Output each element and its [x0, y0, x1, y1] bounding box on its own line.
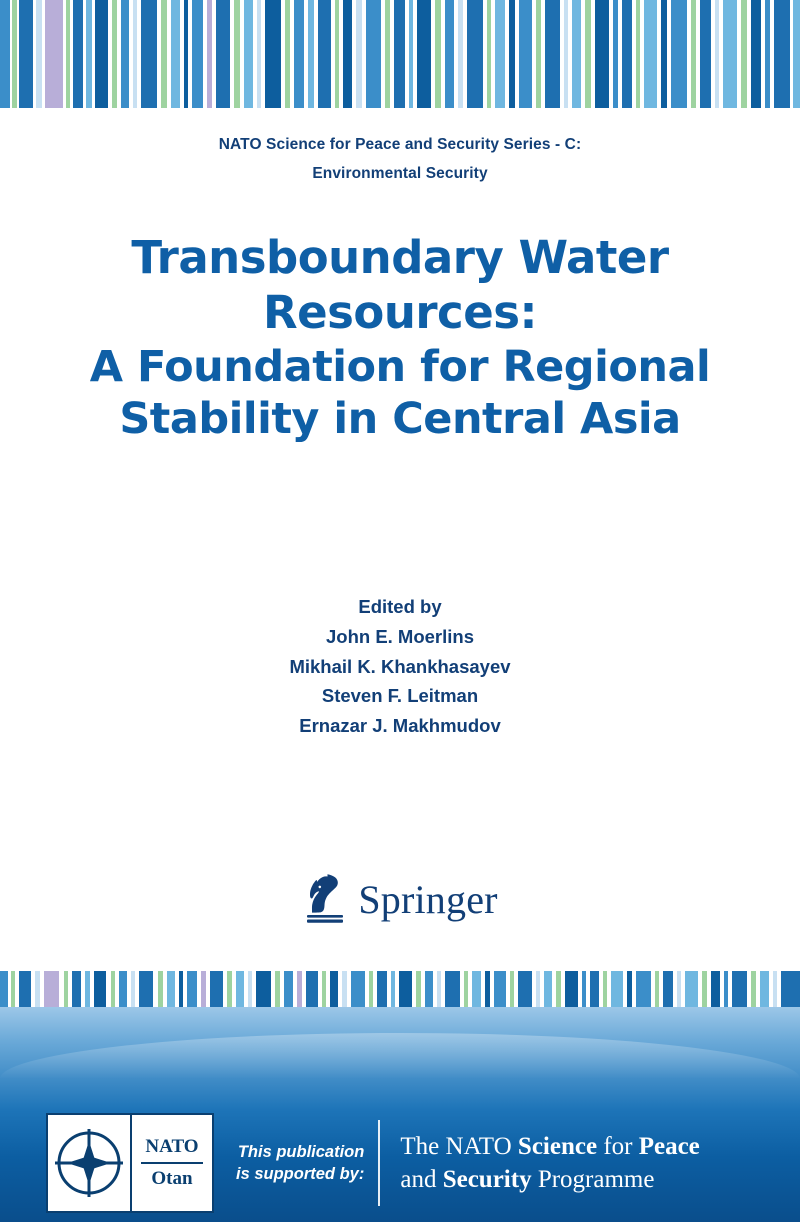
- stripe-bar: [248, 971, 252, 1007]
- stripe-bar: [399, 971, 412, 1007]
- stripe-bar: [425, 971, 433, 1007]
- stripe-bar: [793, 0, 800, 108]
- stripe-bar: [236, 971, 244, 1007]
- stripe-bar: [377, 971, 387, 1007]
- stripe-bar: [677, 971, 681, 1007]
- stripe-bar: [73, 0, 83, 108]
- stripe-bar: [161, 0, 167, 108]
- stripe-bar: [256, 971, 271, 1007]
- stripe-bar: [487, 0, 491, 108]
- stripe-bar: [356, 0, 362, 108]
- stripe-bar: [774, 0, 790, 108]
- stripe-bar: [139, 971, 153, 1007]
- stripe-bar: [112, 0, 117, 108]
- stripe-bar: [711, 971, 720, 1007]
- stripe-bar: [11, 971, 15, 1007]
- stripe-bar: [0, 0, 10, 108]
- nato-logo-line-2: Otan: [151, 1168, 193, 1189]
- stripe-bar: [636, 971, 651, 1007]
- stripe-bar: [244, 0, 253, 108]
- stripe-bar: [467, 0, 483, 108]
- nato-logo-line-1: NATO: [145, 1136, 199, 1158]
- support-text: [214, 1141, 378, 1186]
- programme-security: Security: [442, 1166, 532, 1193]
- stripe-bar: [671, 0, 687, 108]
- stripe-bar: [322, 971, 326, 1007]
- stripe-bar: [437, 971, 441, 1007]
- springer-wordmark: Springer: [358, 876, 498, 922]
- stripe-bar: [773, 971, 777, 1007]
- programme-text: [380, 1130, 699, 1196]
- programme-line-1: [400, 1130, 699, 1163]
- stripe-bar: [64, 971, 68, 1007]
- editor-name: Ernazar J. Makhmudov: [299, 715, 501, 737]
- stripe-bar: [19, 971, 31, 1007]
- stripe-bar: [72, 971, 81, 1007]
- series-title: [0, 130, 800, 189]
- stripe-bar: [663, 971, 673, 1007]
- stripe-bar: [184, 0, 188, 108]
- stripe-bar: [781, 971, 800, 1007]
- stripe-bar: [765, 0, 770, 108]
- edited-by-label: Edited by: [358, 595, 442, 617]
- stripe-bar: [275, 971, 280, 1007]
- stripe-bar: [445, 971, 460, 1007]
- stripe-bar: [36, 0, 42, 108]
- page-title: [0, 231, 800, 446]
- stripe-bar: [556, 971, 561, 1007]
- stripe-bar: [519, 0, 532, 108]
- stripe-bar: [45, 0, 63, 108]
- stripe-bar: [66, 0, 70, 108]
- stripe-bar: [227, 971, 232, 1007]
- title-line-1: Transboundary Water: [131, 230, 669, 284]
- stripe-bar: [636, 0, 640, 108]
- stripe-bar: [536, 971, 540, 1007]
- stripe-bar: [691, 0, 696, 108]
- title-line-3: A Foundation for Regional: [89, 341, 711, 392]
- stripe-bar: [611, 971, 623, 1007]
- title-line-4: Stability in Central Asia: [119, 394, 681, 445]
- programme-for: for: [597, 1133, 639, 1160]
- stripe-bar: [409, 0, 413, 108]
- stripe-bar: [216, 0, 230, 108]
- stripe-bar: [385, 0, 390, 108]
- stripe-bar: [187, 971, 197, 1007]
- stripe-bar: [590, 971, 599, 1007]
- programme-science: Science: [517, 1133, 598, 1160]
- stripe-bar: [458, 0, 463, 108]
- stripe-bar: [472, 971, 481, 1007]
- stripe-bar: [35, 971, 40, 1007]
- stripe-bar: [19, 0, 33, 108]
- stripe-bar: [0, 971, 8, 1007]
- stripe-bar: [510, 971, 514, 1007]
- stripe-bar: [751, 971, 756, 1007]
- stripe-bar: [394, 0, 405, 108]
- stripe-bar: [582, 971, 586, 1007]
- nato-logo: [46, 1113, 214, 1213]
- stripe-bar: [494, 971, 506, 1007]
- stripe-bar: [741, 0, 747, 108]
- stripe-bar: [509, 0, 515, 108]
- stripe-bar: [201, 971, 206, 1007]
- programme-peace: Peace: [638, 1133, 700, 1160]
- support-line-2: is supported by:: [236, 1165, 365, 1183]
- stripe-bar: [391, 971, 395, 1007]
- stripe-bar: [585, 0, 591, 108]
- stripe-bar: [435, 0, 441, 108]
- stripe-bar: [141, 0, 157, 108]
- series-line-2: Environmental Security: [312, 165, 488, 183]
- programme-the-nato: The NATO: [400, 1133, 518, 1160]
- programme-line-2: [400, 1163, 699, 1196]
- stripe-bar: [700, 0, 711, 108]
- stripe-bar: [44, 971, 59, 1007]
- stripe-bar: [133, 0, 137, 108]
- stripe-bar: [351, 971, 365, 1007]
- stripe-bar: [95, 0, 108, 108]
- stripe-bar: [306, 971, 318, 1007]
- stripe-bar: [445, 0, 454, 108]
- stripe-bar: [366, 0, 381, 108]
- stripe-bar: [343, 0, 352, 108]
- stripe-bar: [171, 0, 180, 108]
- stripe-bar: [121, 0, 129, 108]
- programme-programme: Programme: [531, 1166, 655, 1193]
- bottom-stripe-band: [0, 971, 800, 1007]
- stripe-bar: [644, 0, 657, 108]
- nato-compass-icon: [48, 1115, 132, 1211]
- stripe-bar: [294, 0, 304, 108]
- stripe-bar: [518, 971, 532, 1007]
- stripe-bar: [572, 0, 581, 108]
- stripe-bar: [702, 971, 707, 1007]
- stripe-bar: [284, 971, 293, 1007]
- stripe-bar: [495, 0, 505, 108]
- stripe-bar: [210, 971, 223, 1007]
- stripe-bar: [564, 0, 568, 108]
- stripe-bar: [655, 971, 659, 1007]
- editors-block: [0, 592, 800, 742]
- stripe-bar: [207, 0, 212, 108]
- stripe-bar: [613, 0, 618, 108]
- stripe-bar: [627, 971, 632, 1007]
- stripe-bar: [12, 0, 17, 108]
- stripe-bar: [192, 0, 203, 108]
- stripe-bar: [724, 971, 728, 1007]
- stripe-bar: [661, 0, 667, 108]
- stripe-bar: [179, 971, 183, 1007]
- stripe-bar: [565, 971, 578, 1007]
- nato-footer: [0, 1007, 800, 1222]
- stripe-bar: [158, 971, 163, 1007]
- stripe-bar: [723, 0, 737, 108]
- stripe-bar: [308, 0, 314, 108]
- stripe-bar: [369, 971, 373, 1007]
- stripe-bar: [732, 971, 747, 1007]
- stripe-bar: [297, 971, 302, 1007]
- stripe-bar: [342, 971, 347, 1007]
- stripe-bar: [167, 971, 175, 1007]
- support-line-1: This publication: [237, 1142, 365, 1161]
- stripe-bar: [464, 971, 468, 1007]
- stripe-bar: [234, 0, 240, 108]
- stripe-bar: [751, 0, 761, 108]
- programme-and: and: [400, 1166, 443, 1193]
- stripe-bar: [94, 971, 106, 1007]
- stripe-bar: [544, 971, 552, 1007]
- stripe-bar: [760, 971, 769, 1007]
- stripe-bar: [257, 0, 261, 108]
- stripe-bar: [265, 0, 281, 108]
- stripe-bar: [545, 0, 560, 108]
- editor-name: John E. Moerlins: [325, 625, 475, 647]
- series-line-1: NATO Science for Peace and Security Series - C:: [218, 136, 582, 153]
- stripe-bar: [715, 0, 719, 108]
- editor-name: Mikhail K. Khankhasayev: [289, 655, 511, 677]
- stripe-bar: [485, 971, 490, 1007]
- editor-name: Steven F. Leitman: [321, 685, 479, 707]
- stripe-bar: [131, 971, 135, 1007]
- stripe-bar: [536, 0, 541, 108]
- stripe-bar: [685, 971, 698, 1007]
- springer-knight-icon: [302, 873, 348, 930]
- nato-logo-divider: [141, 1162, 203, 1164]
- footer-wave: [0, 1033, 800, 1079]
- stripe-bar: [417, 0, 431, 108]
- publisher-logo: [0, 873, 800, 930]
- stripe-bar: [285, 0, 290, 108]
- stripe-bar: [603, 971, 607, 1007]
- stripe-bar: [119, 971, 127, 1007]
- stripe-bar: [111, 971, 115, 1007]
- stripe-bar: [335, 0, 339, 108]
- stripe-bar: [318, 0, 331, 108]
- stripe-bar: [416, 971, 421, 1007]
- top-stripe-band: [0, 0, 800, 108]
- stripe-bar: [330, 971, 338, 1007]
- stripe-bar: [85, 971, 90, 1007]
- stripe-bar: [595, 0, 609, 108]
- stripe-bar: [622, 0, 632, 108]
- stripe-bar: [86, 0, 92, 108]
- title-line-2: Resources:: [262, 285, 538, 339]
